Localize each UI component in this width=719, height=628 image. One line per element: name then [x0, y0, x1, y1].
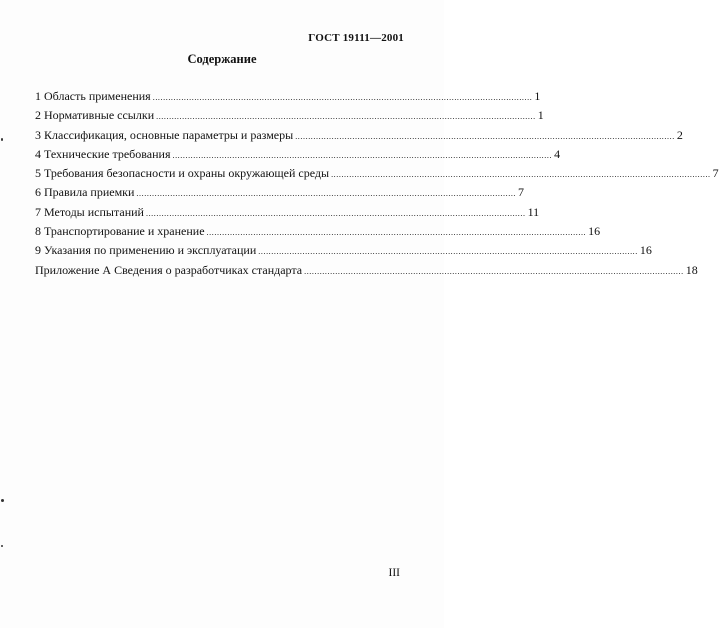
toc-entry: [35, 204, 540, 224]
toc-entry: [35, 89, 541, 108]
toc-entry: [35, 243, 652, 262]
toc-dot-leader: ..................................................................................................................................................: [172, 150, 553, 160]
document-code: ГОСТ 19111—2001: [308, 32, 404, 44]
toc-entry-page: 2: [676, 127, 683, 142]
toc-entry-title: 2 Нормативные ссылки: [35, 108, 155, 123]
toc-dot-leader: ..................................................................................................................................................: [304, 266, 684, 276]
toc-entry-title: 5 Требования безопасности и охраны окружающей среды: [35, 166, 330, 181]
table-of-contents: [35, 89, 719, 282]
toc-dot-leader: ..................................................................................................................................................: [145, 208, 526, 218]
toc-dot-leader: ..................................................................................................................................................: [295, 131, 675, 141]
toc-entry-page: 4: [554, 146, 561, 161]
toc-entry-page: 7: [712, 166, 719, 181]
toc-entry-page: 1: [537, 108, 544, 123]
toc-entry: [35, 146, 561, 166]
toc-entry-title: 1 Область применения: [35, 89, 151, 103]
toc-entry: [35, 224, 601, 243]
toc-entry-title: 8 Транспортирование и хранение: [35, 224, 205, 239]
toc-entry: [35, 127, 683, 147]
toc-entry-page: 16: [639, 243, 652, 258]
toc-entry: [35, 262, 698, 282]
toc-entry-title: 9 Указания по применению и эксплуатации: [35, 243, 257, 258]
toc-entry-title: Приложение А Сведения о разработчиках стандарта: [35, 262, 303, 277]
page-number: III: [388, 567, 400, 579]
toc-entry: [35, 108, 544, 127]
toc-entry-page: 1: [534, 89, 541, 103]
toc-entry-title: 3 Классификация, основные параметры и размеры: [35, 127, 294, 142]
toc-entry-page: 11: [527, 204, 540, 219]
scan-speck: [1, 138, 3, 141]
toc-title: Содержание: [187, 52, 257, 66]
toc-dot-leader: ..................................................................................................................................................: [152, 93, 533, 102]
toc-dot-leader: ..................................................................................................................................................: [331, 170, 711, 180]
toc-entry: [35, 166, 719, 185]
toc-entry-title: 7 Методы испытаний: [35, 204, 144, 219]
scan-speck: [1, 545, 3, 547]
toc-dot-leader: ..................................................................................................................................................: [136, 189, 517, 199]
toc-dot-leader: ..................................................................................................................................................: [206, 228, 587, 238]
toc-entry-page: 7: [518, 185, 525, 200]
toc-entry: [35, 185, 525, 204]
toc-entry-page: 16: [588, 224, 601, 239]
toc-entry-title: 4 Технические требования: [35, 146, 171, 161]
toc-dot-leader: ..................................................................................................................................................: [258, 247, 638, 257]
toc-dot-leader: ..................................................................................................................................................: [156, 112, 536, 122]
toc-entry-page: 18: [685, 262, 698, 277]
scan-speck: [1, 499, 4, 502]
toc-entry-title: 6 Правила приемки: [35, 185, 135, 200]
